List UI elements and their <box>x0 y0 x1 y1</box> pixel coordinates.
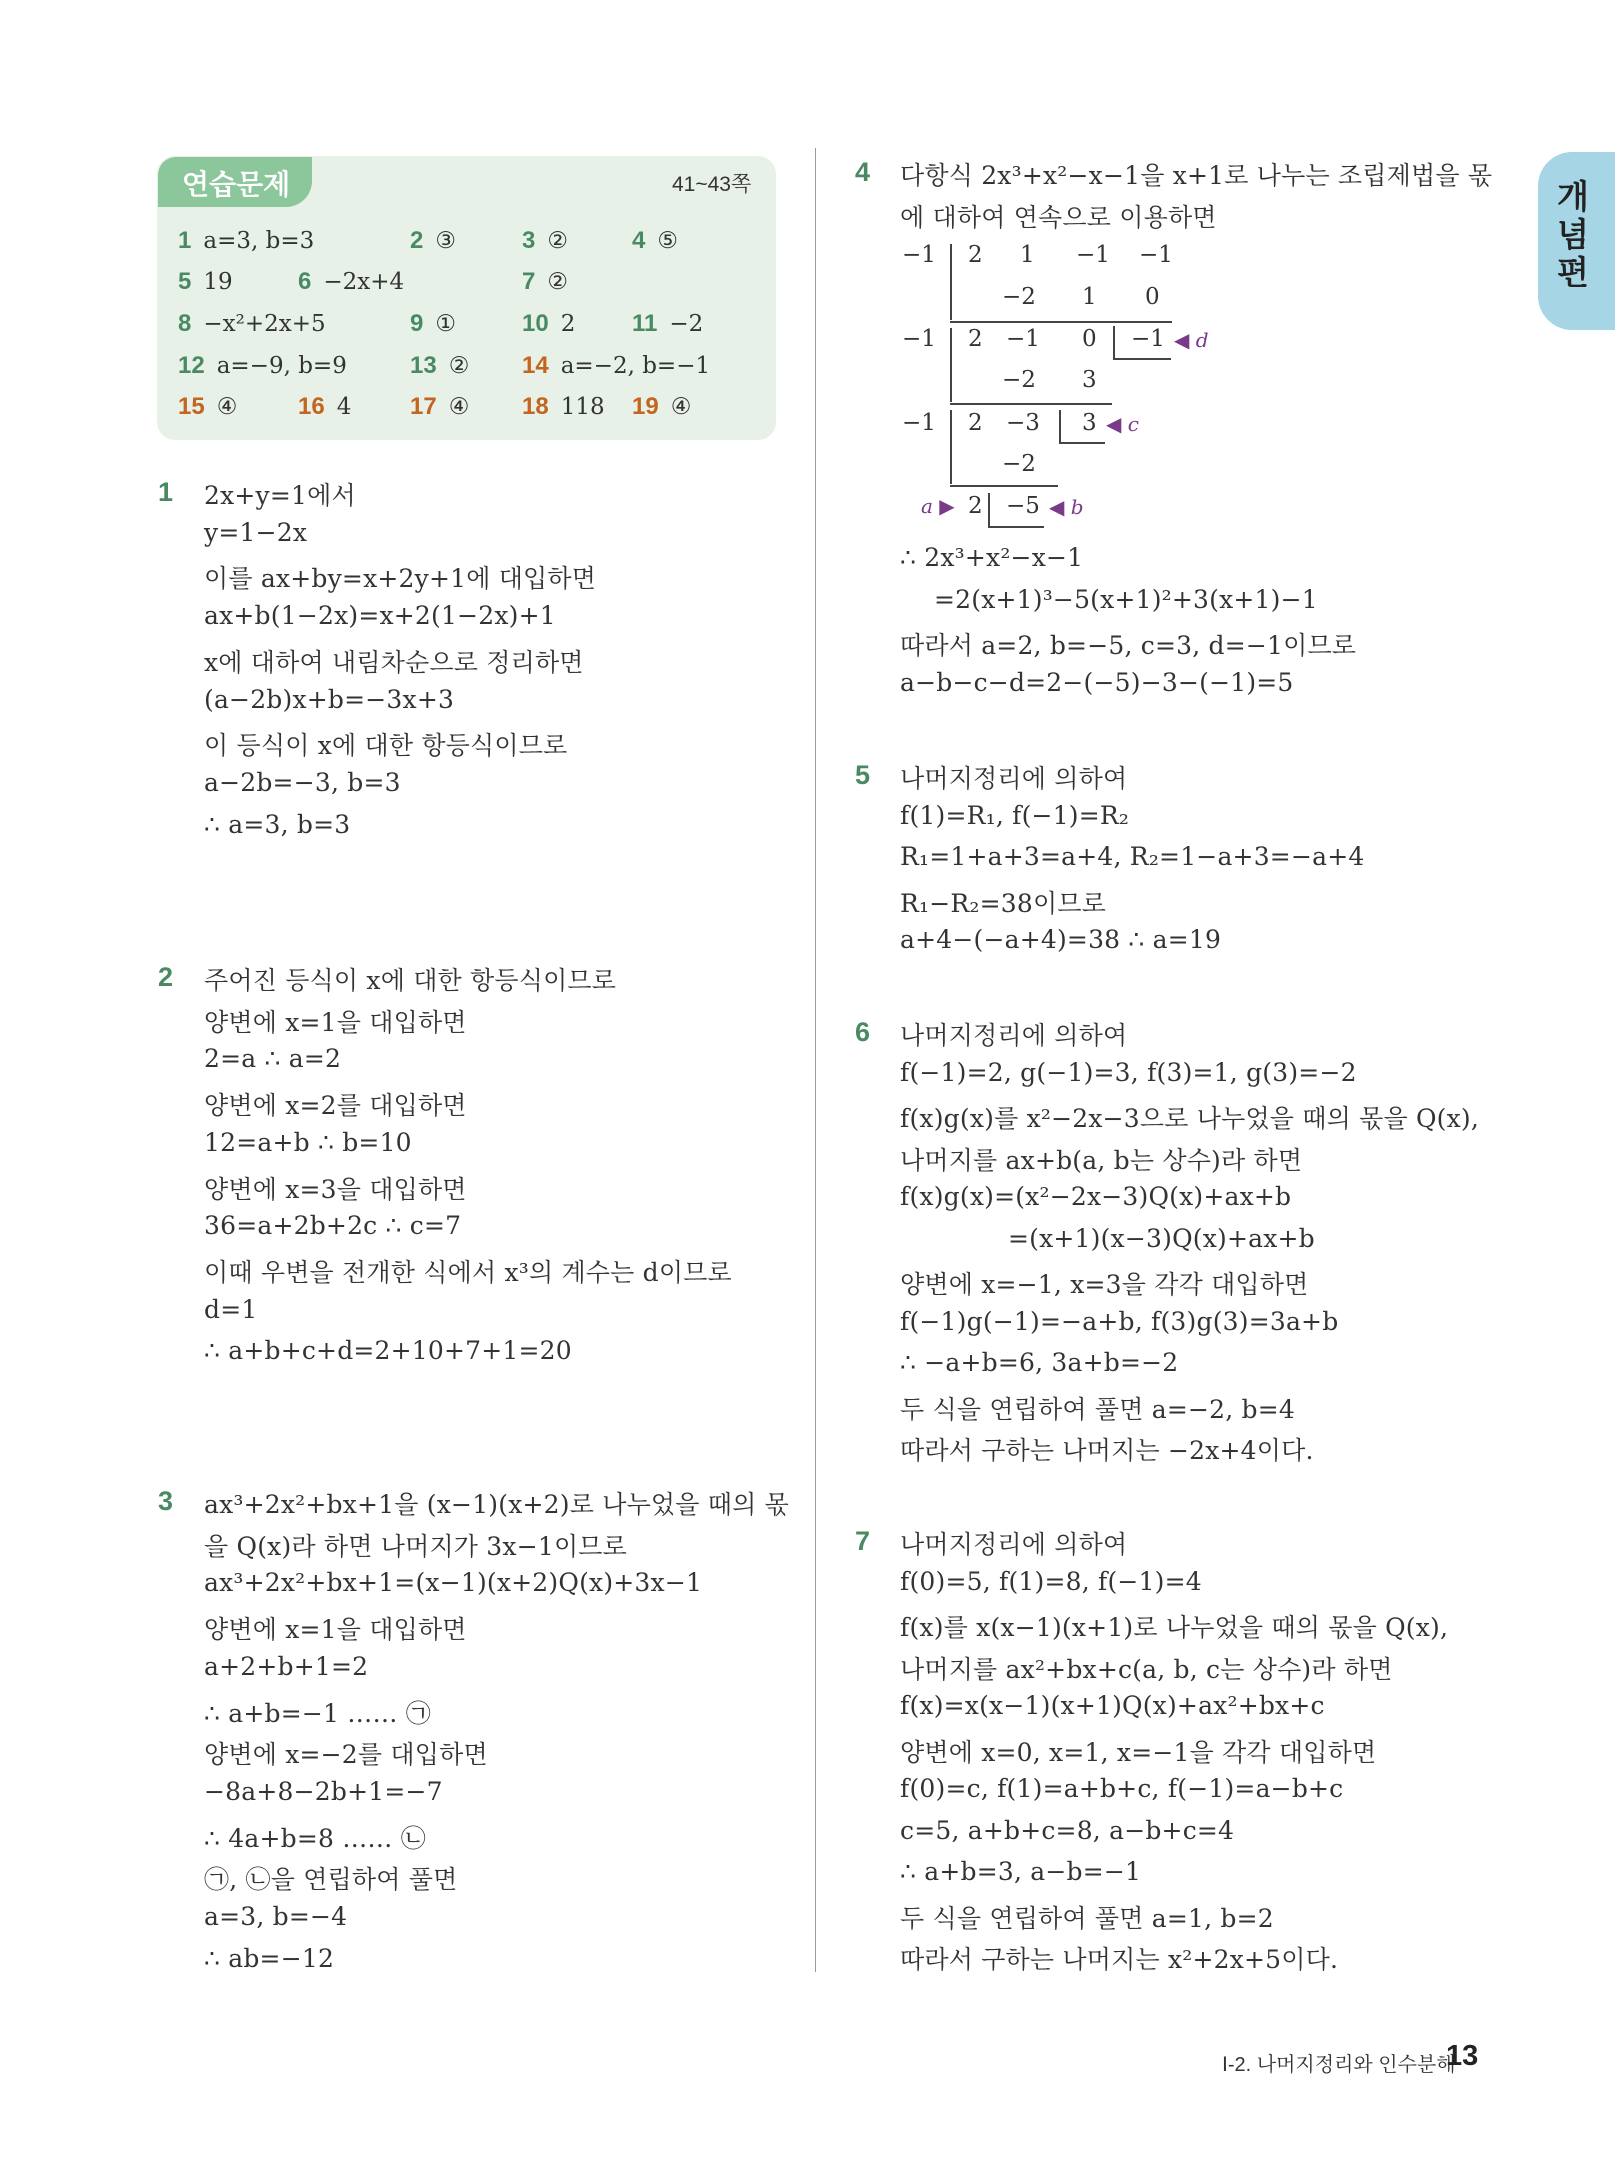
problem-number: 3 <box>158 1486 174 1516</box>
answer-number: 6 <box>298 268 312 295</box>
solution-line: ∴ a+b+c+d=2+10+7+1=20 <box>204 1336 572 1366</box>
answer-number: 16 <box>298 393 325 420</box>
solution-line: y=1−2x <box>204 517 308 547</box>
answer-item <box>522 352 710 380</box>
solution-line: 따라서 구하는 나머지는 −2x+4이다. <box>900 1436 1314 1465</box>
solution-line: ∴ 4a+b=8 …… ㉡ <box>204 1823 426 1853</box>
solution-line: ∴ a+b=3, a−b=−1 <box>900 1857 1142 1886</box>
solution-line: 양변에 x=3을 대입하면 <box>204 1174 467 1204</box>
division-rule <box>950 328 952 402</box>
answer-value: ② <box>448 353 470 379</box>
solution-line: 나머지를 ax²+bx+c(a, b, c는 상수)라 하면 <box>900 1654 1393 1684</box>
solution-line: c=5, a+b+c=8, a−b+c=4 <box>900 1815 1235 1845</box>
answer-value: ③ <box>435 228 456 254</box>
division-cell: −1 <box>902 326 936 352</box>
answer-value: a=−2, b=−1 <box>560 353 711 379</box>
solution-line: x에 대하여 내림차순으로 정리하면 <box>204 647 584 677</box>
division-cell: 1 <box>1082 284 1097 310</box>
answer-value: −x²+2x+5 <box>203 311 326 337</box>
answer-item <box>178 268 233 296</box>
answer-value: ⑤ <box>657 228 678 254</box>
solution-line: f(x)=x(x−1)(x+1)Q(x)+ax²+bx+c <box>900 1691 1325 1720</box>
solution-line: =(x+1)(x−3)Q(x)+ax+b <box>1008 1223 1315 1253</box>
solution-line: 나머지정리에 의하여 <box>900 1021 1128 1050</box>
answer-item <box>410 393 469 421</box>
answer-number: 18 <box>522 393 549 420</box>
solution-line: 주어진 등식이 x에 대한 항등식이므로 <box>204 966 617 995</box>
solution-line: a=3, b=−4 <box>204 1902 348 1931</box>
side-tab-label: 개 념 편 <box>1557 178 1589 291</box>
answer-number: 7 <box>522 268 536 295</box>
division-rule <box>950 403 1112 405</box>
solution-line: 나머지정리에 의하여 <box>900 1530 1128 1559</box>
solution-line: a+4−(−a+4)=38 ∴ a=19 <box>900 925 1222 954</box>
division-cell: −1 <box>1139 242 1173 268</box>
solution-line: ∴ 2x³+x²−x−1 <box>900 543 1084 572</box>
solution-line: 을 Q(x)라 하면 나머지가 3x−1이므로 <box>204 1531 627 1561</box>
solution-line: R₁−R₂=38이므로 <box>900 888 1107 918</box>
division-rule <box>950 410 952 484</box>
solution-line: 양변에 x=1을 대입하면 <box>204 1007 467 1037</box>
answer-value: 2 <box>560 311 576 337</box>
answer-number: 9 <box>410 310 424 337</box>
answer-item <box>178 393 237 421</box>
division-cell: −1 <box>1076 242 1110 268</box>
solution-line: ㉠, ㉡을 연립하여 풀면 <box>204 1865 458 1895</box>
solution-line: 따라서 구하는 나머지는 x²+2x+5이다. <box>900 1945 1339 1974</box>
answer-item <box>522 393 605 421</box>
answer-number: 3 <box>522 227 536 254</box>
solution-line: 두 식을 연립하여 풀면 a=−2, b=4 <box>900 1394 1295 1424</box>
division-cell: 1 <box>1020 242 1035 268</box>
division-marker: a ▶ <box>921 494 955 518</box>
answer-item <box>178 352 347 380</box>
problem-number: 1 <box>158 477 174 507</box>
solution-line: 2x+y=1에서 <box>204 481 356 510</box>
solution-line: 따라서 a=2, b=−5, c=3, d=−1이므로 <box>900 631 1357 660</box>
division-cell: −2 <box>1002 367 1036 393</box>
solution-line: ax³+2x²+bx+1=(x−1)(x+2)Q(x)+3x−1 <box>204 1568 703 1598</box>
answer-item <box>410 310 456 338</box>
solution-line: 양변에 x=2를 대입하면 <box>204 1091 467 1121</box>
answer-item <box>522 227 568 255</box>
page-number: 13 <box>1446 2040 1479 2072</box>
division-cell: −5 <box>1006 493 1040 519</box>
division-rule <box>950 321 1172 323</box>
answer-number: 17 <box>410 393 437 420</box>
solution-line: a−b−c−d=2−(−5)−3−(−1)=5 <box>900 667 1294 697</box>
problem-number: 2 <box>158 962 174 992</box>
solution-line: 나머지정리에 의하여 <box>900 764 1128 793</box>
answer-number: 11 <box>632 310 658 337</box>
solution-line: 양변에 x=0, x=1, x=−1을 각각 대입하면 <box>900 1737 1377 1767</box>
solution-line: 양변에 x=−2를 대입하면 <box>204 1740 488 1770</box>
solution-line: ∴ −a+b=6, 3a+b=−2 <box>900 1348 1179 1377</box>
answer-item <box>410 227 456 255</box>
answer-item <box>178 310 326 338</box>
division-rule <box>988 526 1044 528</box>
problem-number: 7 <box>855 1526 871 1556</box>
solution-line: a+2+b+1=2 <box>204 1651 369 1681</box>
solution-line: f(−1)g(−1)=−a+b, f(3)g(3)=3a+b <box>900 1306 1339 1336</box>
division-cell: 2 <box>968 326 983 352</box>
solution-line: ∴ a+b=−1 …… ㉠ <box>204 1698 432 1728</box>
division-cell: 3 <box>1082 410 1097 436</box>
answer-item <box>632 227 678 255</box>
division-rule <box>1059 442 1105 444</box>
solution-line: ax+b(1−2x)=x+2(1−2x)+1 <box>204 601 556 631</box>
division-rule <box>1113 326 1115 358</box>
solution-line: f(−1)=2, g(−1)=3, f(3)=1, g(3)=−2 <box>900 1057 1357 1087</box>
solution-line: 2=a ∴ a=2 <box>204 1044 342 1074</box>
answer-number: 5 <box>178 268 192 295</box>
solution-line: −8a+8−2b+1=−7 <box>204 1776 443 1806</box>
problem-number: 4 <box>855 157 871 187</box>
division-marker: ◀ b <box>1049 495 1084 519</box>
answer-value: ④ <box>448 394 470 420</box>
solution-line: 이때 우변을 전개한 식에서 x³의 계수는 d이므로 <box>204 1257 732 1287</box>
solution-line: f(1)=R₁, f(−1)=R₂ <box>900 800 1130 830</box>
answer-item <box>632 393 691 421</box>
division-cell: 2 <box>968 493 983 519</box>
answer-number: 1 <box>178 227 192 254</box>
solution-line: 36=a+2b+2c ∴ c=7 <box>204 1211 462 1241</box>
division-cell: −2 <box>1002 284 1036 310</box>
answer-box-pages: 41~43쪽 <box>672 173 752 196</box>
solution-line: 양변에 x=1을 대입하면 <box>204 1615 467 1645</box>
solution-line: ax³+2x²+bx+1을 (x−1)(x+2)로 나누었을 때의 몫 <box>204 1490 789 1519</box>
answer-number: 4 <box>632 227 646 254</box>
answer-number: 10 <box>522 310 549 337</box>
answer-number: 2 <box>410 227 424 254</box>
solution-line: f(0)=c, f(1)=a+b+c, f(−1)=a−b+c <box>900 1774 1344 1803</box>
answer-value: a=−9, b=9 <box>216 353 347 379</box>
problem-number: 6 <box>855 1017 871 1047</box>
solution-line: 다항식 2x³+x²−x−1을 x+1로 나누는 조립제법을 몫 <box>900 161 1493 190</box>
solution-line: 양변에 x=−1, x=3을 각각 대입하면 <box>900 1270 1309 1299</box>
solution-line: ∴ a=3, b=3 <box>204 809 351 839</box>
solution-line: 이 등식이 x에 대한 항등식이므로 <box>204 731 568 761</box>
answer-value: −2 <box>669 311 704 337</box>
answer-value: 4 <box>336 394 352 420</box>
answer-value: 19 <box>203 269 233 295</box>
answer-value: a=3, b=3 <box>203 228 315 254</box>
solution-line: 이를 ax+by=x+2y+1에 대입하면 <box>204 564 597 594</box>
answer-item <box>522 268 568 296</box>
solution-line: 두 식을 연립하여 풀면 a=1, b=2 <box>900 1903 1274 1933</box>
solution-line: 에 대하여 연속으로 이용하면 <box>900 202 1217 232</box>
solution-line: f(x)g(x)=(x²−2x−3)Q(x)+ax+b <box>900 1182 1292 1211</box>
answer-box-title: 연습문제 <box>182 169 291 200</box>
answer-number: 13 <box>410 352 437 379</box>
division-cell: −1 <box>902 410 936 436</box>
division-cell: 3 <box>1082 367 1097 393</box>
division-cell: 2 <box>968 242 983 268</box>
footer-section: Ⅰ-2. 나머지정리와 인수분해 <box>1222 2054 1456 2076</box>
answer-item <box>178 227 314 255</box>
answer-value: ④ <box>670 394 692 420</box>
division-marker: ◀ d <box>1174 328 1209 352</box>
solution-line: R₁=1+a+3=a+4, R₂=1−a+3=−a+4 <box>900 842 1365 871</box>
division-rule <box>1113 358 1171 360</box>
answer-value: ② <box>547 269 568 295</box>
answer-number: 19 <box>632 393 659 420</box>
division-cell: 0 <box>1082 326 1097 352</box>
problem-number: 5 <box>855 760 871 790</box>
solution-line: f(x)g(x)를 x²−2x−3으로 나누었을 때의 몫을 Q(x), <box>900 1104 1480 1133</box>
answer-item <box>298 268 404 296</box>
answer-number: 12 <box>178 352 205 379</box>
answer-item <box>298 393 351 421</box>
division-rule <box>988 493 990 527</box>
division-cell: 0 <box>1145 284 1160 310</box>
division-rule <box>1059 410 1061 442</box>
column-divider <box>815 148 816 1972</box>
answer-item <box>410 352 469 380</box>
solution-line: a−2b=−3, b=3 <box>204 767 401 797</box>
division-cell: 2 <box>968 410 983 436</box>
solution-line: ∴ ab=−12 <box>204 1943 335 1973</box>
division-marker: ◀ c <box>1106 412 1139 436</box>
answer-number: 15 <box>178 393 205 420</box>
division-cell: −1 <box>1006 326 1040 352</box>
answer-value: ④ <box>216 394 238 420</box>
solution-line: =2(x+1)³−5(x+1)²+3(x+1)−1 <box>934 584 1318 614</box>
answer-item <box>522 310 575 338</box>
division-rule <box>950 485 1058 487</box>
solution-line: d=1 <box>204 1294 258 1324</box>
division-rule <box>950 244 952 320</box>
answer-value: 118 <box>560 394 605 420</box>
answer-item <box>632 310 703 338</box>
solution-line: f(0)=5, f(1)=8, f(−1)=4 <box>900 1566 1202 1596</box>
solution-line: (a−2b)x+b=−3x+3 <box>204 684 455 714</box>
answer-value: ② <box>547 228 568 254</box>
answer-value: ① <box>435 311 456 337</box>
solution-line: 12=a+b ∴ b=10 <box>204 1127 412 1157</box>
solution-line: 나머지를 ax+b(a, b는 상수)라 하면 <box>900 1145 1303 1175</box>
division-cell: −2 <box>1002 451 1036 477</box>
division-cell: −3 <box>1006 410 1040 436</box>
answer-number: 8 <box>178 310 192 337</box>
answer-value: −2x+4 <box>323 269 405 295</box>
division-cell: −1 <box>1131 326 1165 352</box>
solution-line: f(x)를 x(x−1)(x+1)로 나누었을 때의 몫을 Q(x), <box>900 1613 1449 1642</box>
division-cell: −1 <box>902 242 936 268</box>
answer-number: 14 <box>522 352 549 379</box>
